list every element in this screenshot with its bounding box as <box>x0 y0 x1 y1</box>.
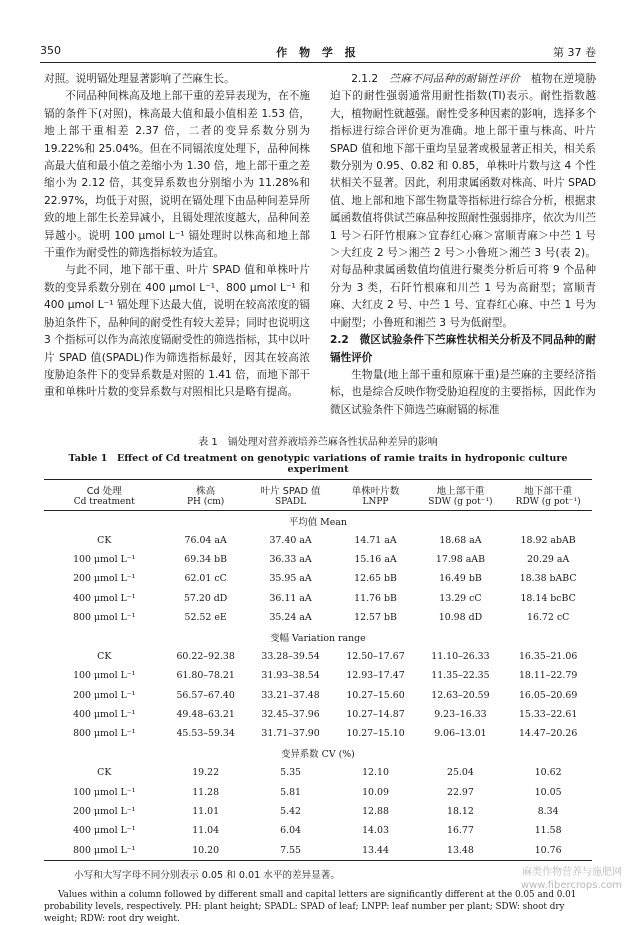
value-cell: 10.27–15.10 <box>346 728 405 740</box>
right-column <box>330 71 596 419</box>
treatment-cell: 200 μmol L⁻¹ <box>73 689 136 701</box>
value-cell: 35.95 aA <box>269 573 312 585</box>
table-row <box>44 530 592 549</box>
treatment-cell: CK <box>97 534 112 546</box>
value-cell: 45.53–59.34 <box>176 728 235 740</box>
table-row <box>44 608 592 627</box>
table-caption-cn: 表 1 镉处理对营养液培养苎麻各性状品种差异的影响 <box>198 437 438 448</box>
running-header <box>40 44 596 62</box>
value-cell: 5.42 <box>280 806 301 818</box>
value-cell: 12.65 bB <box>354 573 397 585</box>
value-cell: 31.71–37.90 <box>261 728 320 740</box>
value-cell: 18.38 bABC <box>519 573 577 585</box>
table-row <box>44 647 592 666</box>
table-row <box>44 589 592 608</box>
table-row <box>44 550 592 569</box>
value-cell: 12.93–17.47 <box>346 670 405 682</box>
value-cell: 12.63–20.59 <box>431 689 490 701</box>
value-cell: 16.77 <box>447 825 474 837</box>
value-cell: 16.49 bB <box>439 573 482 585</box>
value-cell: 35.24 aA <box>269 612 312 624</box>
subsection-title: 苎麻不同品种的耐镉性评价 <box>389 73 521 85</box>
value-cell: 36.33 aA <box>269 553 312 565</box>
value-cell: 14.03 <box>362 825 389 837</box>
table-row <box>44 705 592 724</box>
header-cell: LNPP <box>362 497 389 507</box>
treatment-cell: 400 μmol L⁻¹ <box>73 592 136 604</box>
table-row <box>44 569 592 588</box>
value-cell: 56.57–67.40 <box>176 689 235 701</box>
value-cell: 69.34 bB <box>184 553 227 565</box>
table-row <box>44 763 592 782</box>
table-group-row <box>44 627 592 646</box>
value-cell: 14.71 aA <box>354 534 397 546</box>
value-cell: 20.29 aA <box>527 553 570 565</box>
watermark-line: www.fibercrops.com <box>520 880 622 891</box>
value-cell: 16.35–21.06 <box>518 650 578 662</box>
value-cell: 36.11 aA <box>269 592 312 604</box>
watermark-line: 麻类作物营养与施肥网 <box>522 867 622 878</box>
paragraph: 与此不同，地下部干重、叶片 SPAD 值和单株叶片数的变异系数分别在 400 μmol L⁻¹、800 μmol L⁻¹ 和 400 μmol L⁻¹ 镉处理下达最大值，说明在较高浓度的镉胁迫条件下，品种间的耐受性有较大差异；同时也说明这 3 个指标可以作为高浓度镉耐受性的筛选指标，其中以叶片 SPAD 值(SPADL)作为筛选指标最好，因其在较高浓度胁迫条件下的变异系数是对照的 1.41 倍，而地下部干重和单株叶片数的变异系数与对照相比只是略有提高。 <box>44 264 310 399</box>
value-cell: 76.04 aA <box>184 534 227 546</box>
value-cell: 18.68 aA <box>439 534 482 546</box>
table-footnote-en: Values within a column followed by different small and capital letters are significantly different at the 0.05 and 0.01 probability levels, respectively. PH: plant height; SPADL: SPAD of leaf; LNPP: leaf number per plant; SDW: shoot dry weight; RDW: root dry weight. <box>44 890 577 925</box>
value-cell: 14.47–20.26 <box>518 728 578 740</box>
header-cell: 株高 <box>196 486 216 497</box>
table-row <box>44 724 592 743</box>
value-cell: 11.01 <box>192 806 220 818</box>
value-cell: 10.62 <box>534 767 562 779</box>
value-cell: 52.52 eE <box>184 612 227 624</box>
header-cell: Cd treatment <box>73 497 135 507</box>
value-cell: 10.27–14.87 <box>346 709 405 721</box>
value-cell: 37.40 aA <box>269 534 312 546</box>
header-cell: 叶片 SPAD 值 <box>260 486 321 497</box>
value-cell: 61.80–78.21 <box>176 670 235 682</box>
paragraph: 不同品种间株高及地上部干重的差异表现为，在不施镉的条件下(对照)，株高最大值和最小值相差 1.53 倍，地上部干重相差 2.37 倍，二者的变异系数分别为 19.22%和 25.04%。但在不同镉浓度处理下，品种间株高最大值和最小值之差缩小为 1.30 倍，地上部干重之差缩小为 2.12 倍，其变异系数也分别缩小为 11.28%和 22.97%，均低于对照，说明在镉处理下由品种间差异所致的地上部生长差异减小，且镉处理浓度越大，品种间差异越小。说明 100 μmol L⁻¹ 镉处理时以株高和地上部干重作为耐受性的筛选指标较为适宜。 <box>44 90 310 260</box>
header-cell: SDW (g pot⁻¹) <box>428 497 493 507</box>
value-cell: 5.81 <box>280 786 301 798</box>
journal-title: 作 物 学 报 <box>276 46 360 59</box>
treatment-cell: 400 μmol L⁻¹ <box>73 825 136 837</box>
value-cell: 12.10 <box>362 767 389 779</box>
value-cell: 9.06–13.01 <box>434 728 487 740</box>
value-cell: 7.55 <box>280 844 301 856</box>
value-cell: 12.88 <box>362 806 389 818</box>
volume-label: 第 37 卷 <box>553 46 596 59</box>
value-cell: 6.04 <box>280 825 301 837</box>
table-body <box>44 511 592 861</box>
value-cell: 33.21–37.48 <box>261 689 320 701</box>
paragraph: 对照。说明镉处理显著影响了苎麻生长。 <box>44 73 235 85</box>
left-column <box>44 71 310 402</box>
value-cell: 18.11–22.79 <box>518 670 578 682</box>
subsection-number: 2.1.2 <box>351 73 379 85</box>
treatment-cell: 800 μmol L⁻¹ <box>73 844 136 856</box>
treatment-cell: 100 μmol L⁻¹ <box>73 670 136 682</box>
value-cell: 32.45–37.96 <box>261 709 320 721</box>
treatment-cell: CK <box>97 767 112 779</box>
header-cell: 地上部干重 <box>436 486 485 497</box>
value-cell: 12.50–17.67 <box>346 650 405 662</box>
value-cell: 62.01 cC <box>184 573 227 585</box>
value-cell: 22.97 <box>447 786 474 798</box>
treatment-cell: 800 μmol L⁻¹ <box>73 612 136 624</box>
table-group-row <box>44 744 592 763</box>
table-1 <box>44 433 592 925</box>
paragraph: 生物量(地上部干重和原麻干重)是苎麻的主要经济指标，也是综合反映作物受胁迫程度的主要指标，因此作为微区试验条件下筛选苎麻耐镉的标准 <box>330 368 596 416</box>
header-cell: PH (cm) <box>186 497 225 507</box>
group-label: 变异系数 CV (%) <box>281 749 355 761</box>
subsection-paragraph <box>330 71 596 332</box>
table-row <box>44 782 592 801</box>
value-cell: 15.16 aA <box>354 553 397 565</box>
watermark <box>521 866 622 892</box>
value-cell: 16.05–20.69 <box>518 689 578 701</box>
data-table <box>44 479 592 861</box>
value-cell: 10.27–15.60 <box>346 689 405 701</box>
table-row <box>44 686 592 705</box>
table-row <box>44 841 592 861</box>
header-cell: 单株叶片数 <box>351 486 400 497</box>
value-cell: 18.14 bcBC <box>520 592 576 604</box>
header-cell: SPADL <box>275 497 307 507</box>
value-cell: 17.98 aAB <box>435 553 485 565</box>
value-cell: 18.92 abAB <box>520 534 576 546</box>
value-cell: 57.20 dD <box>183 592 228 604</box>
value-cell: 13.44 <box>362 844 389 856</box>
value-cell: 33.28–39.54 <box>261 650 320 662</box>
value-cell: 10.09 <box>362 786 389 798</box>
value-cell: 15.33–22.61 <box>518 709 578 721</box>
table-row <box>44 802 592 821</box>
treatment-cell: 100 μmol L⁻¹ <box>73 553 136 565</box>
value-cell: 5.35 <box>280 767 301 779</box>
page-number: 350 <box>40 44 61 57</box>
value-cell: 16.72 cC <box>527 612 570 624</box>
value-cell: 19.22 <box>192 767 220 779</box>
value-cell: 10.98 dD <box>438 612 483 624</box>
treatment-cell: 400 μmol L⁻¹ <box>73 709 136 721</box>
value-cell: 60.22–92.38 <box>176 650 235 662</box>
value-cell: 25.04 <box>447 767 474 779</box>
value-cell: 13.29 cC <box>439 592 482 604</box>
subsection-body: 植物在逆境胁迫下的耐性强弱通常用耐性指数(TI)表示。耐性指数越大，植物耐性就越强。耐性受多种因素的影响，选择多个指标进行综合评价更为准确。地上部干重与株高、叶片 SPAD 值和地下部干重均呈显著或极显著正相关，相关系数分别为 0.95、0.82 和 0.85，单株叶片数与这 4 个性状相关不显著。因此，利用隶属函数对株高、叶片 SPAD 值、地上部和地下部生物量等指标进行综合分析，根据隶属函数值将供试苎麻品种按照耐性强弱排序，依次为川苎 1 号＞石阡竹根麻＞宜春红心麻＞富顺青麻＞中苎 1 号＞大红皮 2 号＞湘苎 2 号＞小鲁班＞湘苎 3 号(表 2)。对每品种隶属函数值均值进行聚类分析后可将 9 个品种分为 3 类，石阡竹根麻和川苎 1 号为高耐型；富顺青麻、大红皮 2 号、中苎 1 号、宜春红心麻、中苎 1 号为中耐型；小鲁班和湘苎 3 号为低耐型。 <box>330 73 597 329</box>
group-label: 平均值 Mean <box>289 516 347 528</box>
table-caption-en: Table 1 Effect of Cd treatment on genotypic variations of ramie traits in hydroponic culture experiment <box>68 453 568 475</box>
value-cell: 11.76 bB <box>354 592 397 604</box>
header-cell: RDW (g pot⁻¹) <box>515 497 581 507</box>
header-cell: Cd 处理 <box>86 486 122 497</box>
value-cell: 11.58 <box>534 825 562 837</box>
treatment-cell: 200 μmol L⁻¹ <box>73 806 136 818</box>
treatment-cell: 100 μmol L⁻¹ <box>73 786 136 798</box>
table-footnote-cn: 小写和大写字母不同分别表示 0.05 和 0.01 水平的差异显著。 <box>74 870 340 882</box>
header-cell: 地下部干重 <box>524 486 573 497</box>
value-cell: 8.34 <box>537 806 559 818</box>
value-cell: 13.48 <box>447 844 474 856</box>
value-cell: 11.28 <box>192 786 220 798</box>
treatment-cell: 200 μmol L⁻¹ <box>73 573 136 585</box>
table-row <box>44 821 592 840</box>
value-cell: 11.04 <box>192 825 220 837</box>
value-cell: 10.20 <box>192 844 220 856</box>
section-heading: 2.2 微区试验条件下苎麻性状相关分析及不同品种的耐镉性评价 <box>330 334 596 364</box>
value-cell: 31.93–38.54 <box>261 670 320 682</box>
value-cell: 9.23–16.33 <box>434 709 487 721</box>
group-label: 变幅 Variation range <box>270 633 366 645</box>
treatment-cell: CK <box>97 650 112 662</box>
table-row <box>44 666 592 685</box>
value-cell: 10.76 <box>534 844 562 856</box>
value-cell: 10.05 <box>534 786 562 798</box>
header-rule <box>40 62 596 63</box>
value-cell: 12.57 bB <box>354 612 397 624</box>
value-cell: 18.12 <box>447 806 474 818</box>
value-cell: 11.35–22.35 <box>431 670 490 682</box>
value-cell: 49.48–63.21 <box>176 709 235 721</box>
table-group-row <box>44 511 592 531</box>
value-cell: 11.10–26.33 <box>431 650 490 662</box>
treatment-cell: 800 μmol L⁻¹ <box>73 728 136 740</box>
